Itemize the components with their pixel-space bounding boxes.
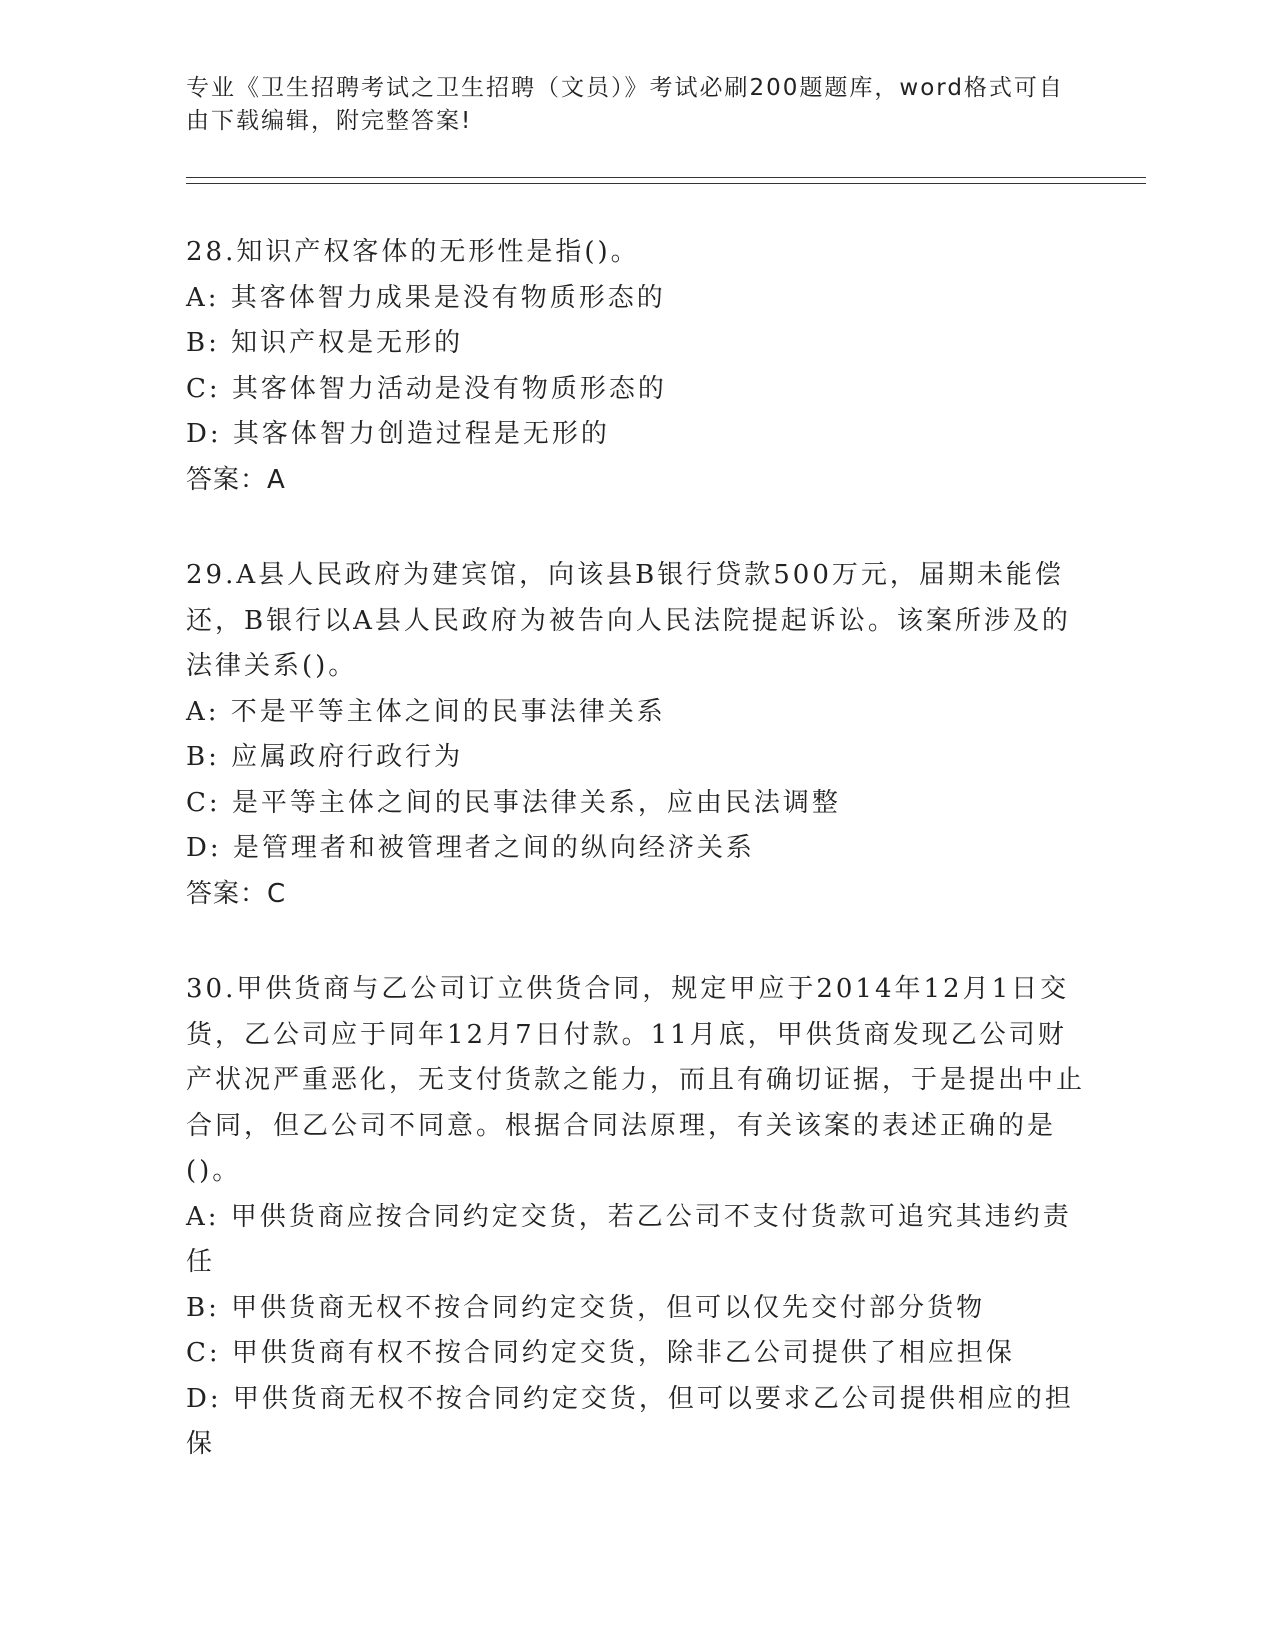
question-stem: 28.知识产权客体的无形性是指()。 — [186, 237, 640, 267]
page-header: 专业《卫生招聘考试之卫生招聘（文员）》考试必刷200题题库，word格式可自由下载编辑，附完整答案! — [186, 75, 1064, 134]
question-stem: 30.甲供货商与乙公司订立供货合同，规定甲应于2014年12月1日交货，乙公司应于同年12月7日付款。11月底，甲供货商发现乙公司财产状况严重恶化，无支付货款之能力，而且有确切证据，于是提出中止合同，但乙公司不同意。根据合同法原理，有关该案的表述正确的是()。 — [186, 974, 1086, 1186]
question-30 — [186, 967, 1086, 1468]
option-c: C: 甲供货商有权不按合同约定交货，除非乙公司提供了相应担保 — [186, 1338, 1015, 1368]
header-rule — [186, 183, 1146, 184]
option-d: D: 其客体智力创造过程是无形的 — [186, 419, 610, 449]
question-29 — [186, 553, 1086, 917]
answer: 答案：A — [186, 464, 286, 495]
option-a: A: 甲供货商应按合同约定交货，若乙公司不支付货款可追究其违约责任 — [186, 1201, 1072, 1277]
option-b: B: 知识产权是无形的 — [186, 328, 464, 358]
question-list — [186, 230, 1086, 1518]
option-a: A: 其客体智力成果是没有物质形态的 — [186, 282, 666, 313]
header-rule — [186, 177, 1146, 178]
option-a: A: 不是平等主体之间的民事法律关系 — [186, 696, 666, 727]
option-b: B: 应属政府行政行为 — [186, 742, 464, 772]
option-c: C: 是平等主体之间的民事法律关系，应由民法调整 — [186, 787, 841, 818]
option-d: D: 甲供货商无权不按合同约定交货，但可以要求乙公司提供相应的担保 — [186, 1383, 1074, 1459]
option-b: B: 甲供货商无权不按合同约定交货，但可以仅先交付部分货物 — [186, 1292, 986, 1323]
option-c: C: 其客体智力活动是没有物质形态的 — [186, 373, 667, 404]
question-stem: 29.A县人民政府为建宾馆，向该县B银行贷款500万元，届期未能偿还，B银行以A县人民政府为被告向人民法院提起诉讼。该案所涉及的法律关系()。 — [186, 560, 1071, 681]
option-d: D: 是管理者和被管理者之间的纵向经济关系 — [186, 833, 755, 863]
question-28 — [186, 230, 1086, 503]
answer: 答案：C — [186, 878, 287, 909]
